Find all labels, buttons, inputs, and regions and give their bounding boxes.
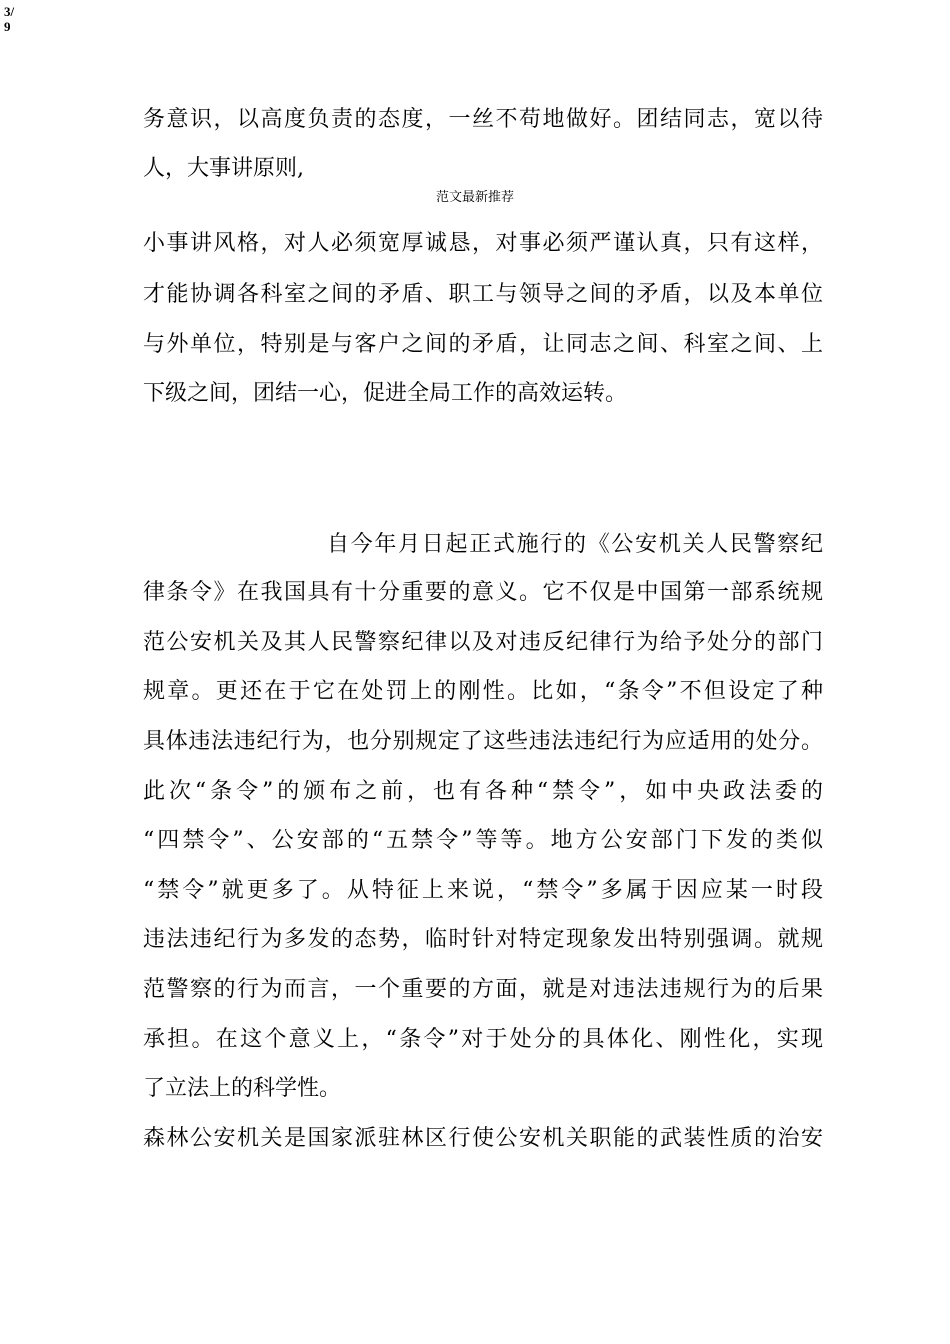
text-line: 才能协调各科室之间的矛盾、职工与领导之间的矛盾，以及本单位 — [143, 282, 823, 307]
text-line: 范警察的行为而言，一个重要的方面，就是对违法违规行为的后果 — [143, 977, 823, 1002]
text-line: 下级之间，团结一心，促进全局工作的高效运转。 — [143, 381, 628, 406]
text-line: 自今年月日起正式施行的《公安机关人民警察纪 — [327, 532, 823, 557]
text-line: 违法违纪行为多发的态势，临时针对特定现象发出特别强调。就规 — [143, 927, 823, 952]
text-line: 范公安机关及其人民警察纪律以及对违反纪律行为给予处分的部门 — [143, 630, 823, 655]
text-line: 具体违法违纪行为，也分别规定了这些违法违纪行为应适用的处分。 — [143, 729, 823, 754]
text-line: “禁令”就更多了。从特征上来说，“禁令”多属于因应某一时段 — [143, 878, 823, 903]
recommendation-banner: 范文最新推荐 — [435, 190, 514, 205]
text-line: 小事讲风格，对人必须宽厚诚恳，对事必须严谨认真，只有这样， — [143, 231, 823, 256]
text-line: 此次“条令”的颁布之前，也有各种“禁令”，如中央政法委的 — [143, 779, 823, 804]
text-line: 务意识，以高度负责的态度，一丝不苟地做好。团结同志，宽以待 — [143, 107, 823, 132]
page-number: 3/ 9 — [4, 4, 15, 34]
text-line: 人，大事讲原则, — [143, 156, 304, 181]
text-line: 了立法上的科学性。 — [143, 1076, 342, 1101]
text-line: 律条令》在我国具有十分重要的意义。它不仅是中国第一部系统规 — [143, 580, 823, 605]
text-line: “四禁令”、公安部的“五禁令”等等。地方公安部门下发的类似 — [143, 828, 823, 853]
text-line: 规章。更还在于它在处罚上的刚性。比如，“条令”不但设定了种 — [143, 679, 823, 704]
text-line: 森林公安机关是国家派驻林区行使公安机关职能的武装性质的治安 — [143, 1126, 823, 1151]
text-line: 与外单位，特别是与客户之间的矛盾，让同志之间、科室之间、上 — [143, 332, 823, 357]
text-line: 承担。在这个意义上，“条令”对于处分的具体化、刚性化，实现 — [143, 1027, 823, 1052]
